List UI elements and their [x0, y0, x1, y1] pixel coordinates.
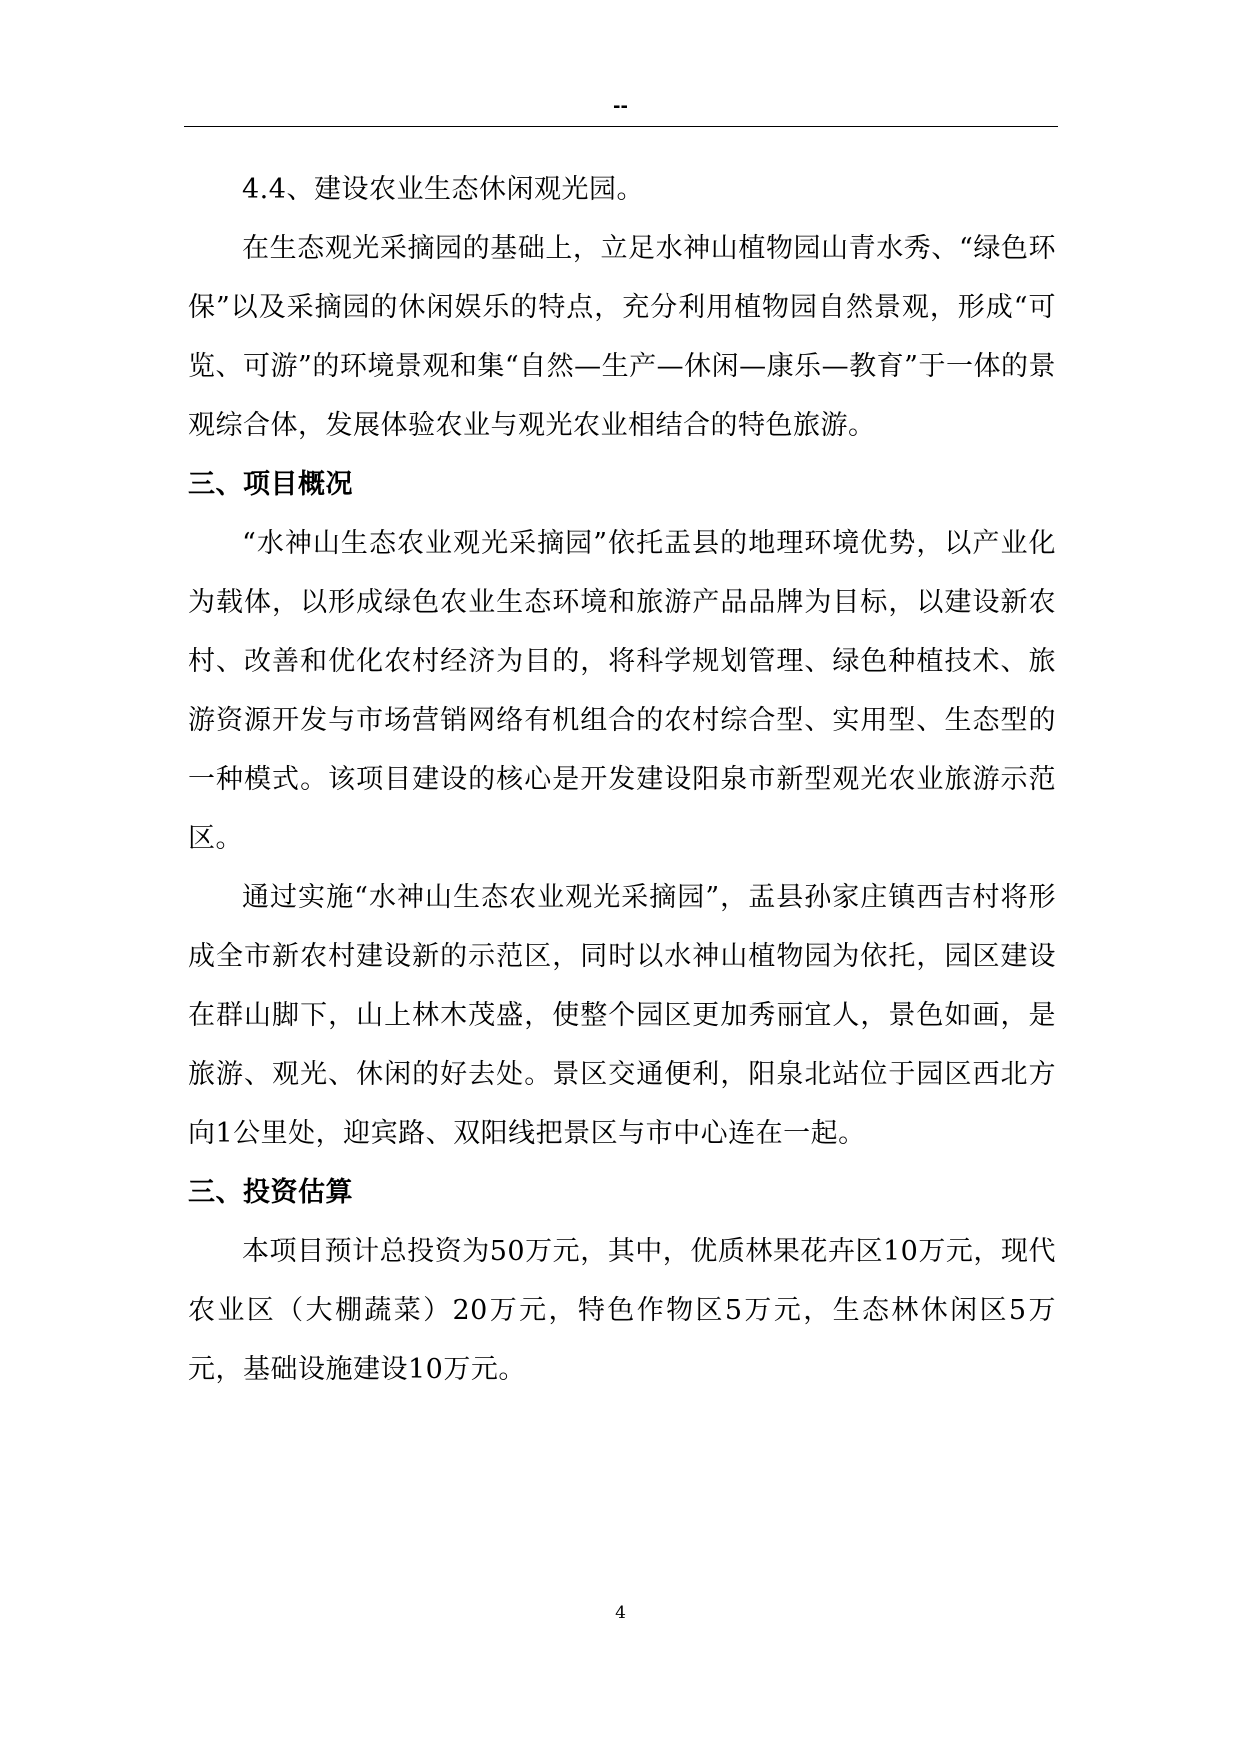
- heading-investment-estimate: 三、投资估算: [188, 1177, 353, 1208]
- subheading-4-4: 4.4、建设农业生态休闲观光园。: [242, 174, 644, 205]
- heading-project-overview: 三、项目概况: [188, 469, 353, 500]
- header-mark: --: [613, 96, 628, 117]
- paragraph-overview-2: 通过实施“水神山生态农业观光采摘园”，盂县孙家庄镇西吉村将形成全市新农村建设新的示范区，同时以水神山植物园为依托，园区建设在群山脚下，山上林木茂盛，使整个园区更加秀丽宜人，景色如画，是旅游、观光、休闲的好去处。景区交通便利，阳泉北站位于园区西北方向1公里处，迎宾路、双阳线把景区与市中心连在一起。: [188, 882, 1056, 1149]
- page-number: 4: [615, 1603, 626, 1623]
- paragraph-overview-1: “水神山生态农业观光采摘园”依托盂县的地理环境优势，以产业化为载体，以形成绿色农业生态环境和旅游产品品牌为目标，以建设新农村、改善和优化农村经济为目的，将科学规划管理、绿色种植技术、旅游资源开发与市场营销网络有机组合的农村综合型、实用型、生态型的一种模式。该项目建设的核心是开发建设阳泉市新型观光农业旅游示范区。: [188, 528, 1056, 854]
- header-rule: [184, 126, 1058, 127]
- paragraph-investment: 本项目预计总投资为50万元，其中，优质林果花卉区10万元，现代农业区（大棚蔬菜）20万元，特色作物区5万元，生态林休闲区5万元，基础设施建设10万元。: [188, 1236, 1056, 1385]
- paragraph-eco-park: 在生态观光采摘园的基础上，立足水神山植物园山青水秀、“绿色环保”以及采摘园的休闲娱乐的特点，充分利用植物园自然景观，形成“可览、可游”的环境景观和集“自然—生产—休闲—康乐—教育”于一体的景观综合体，发展体验农业与观光农业相结合的特色旅游。: [188, 233, 1056, 441]
- body-text: [188, 160, 1056, 1399]
